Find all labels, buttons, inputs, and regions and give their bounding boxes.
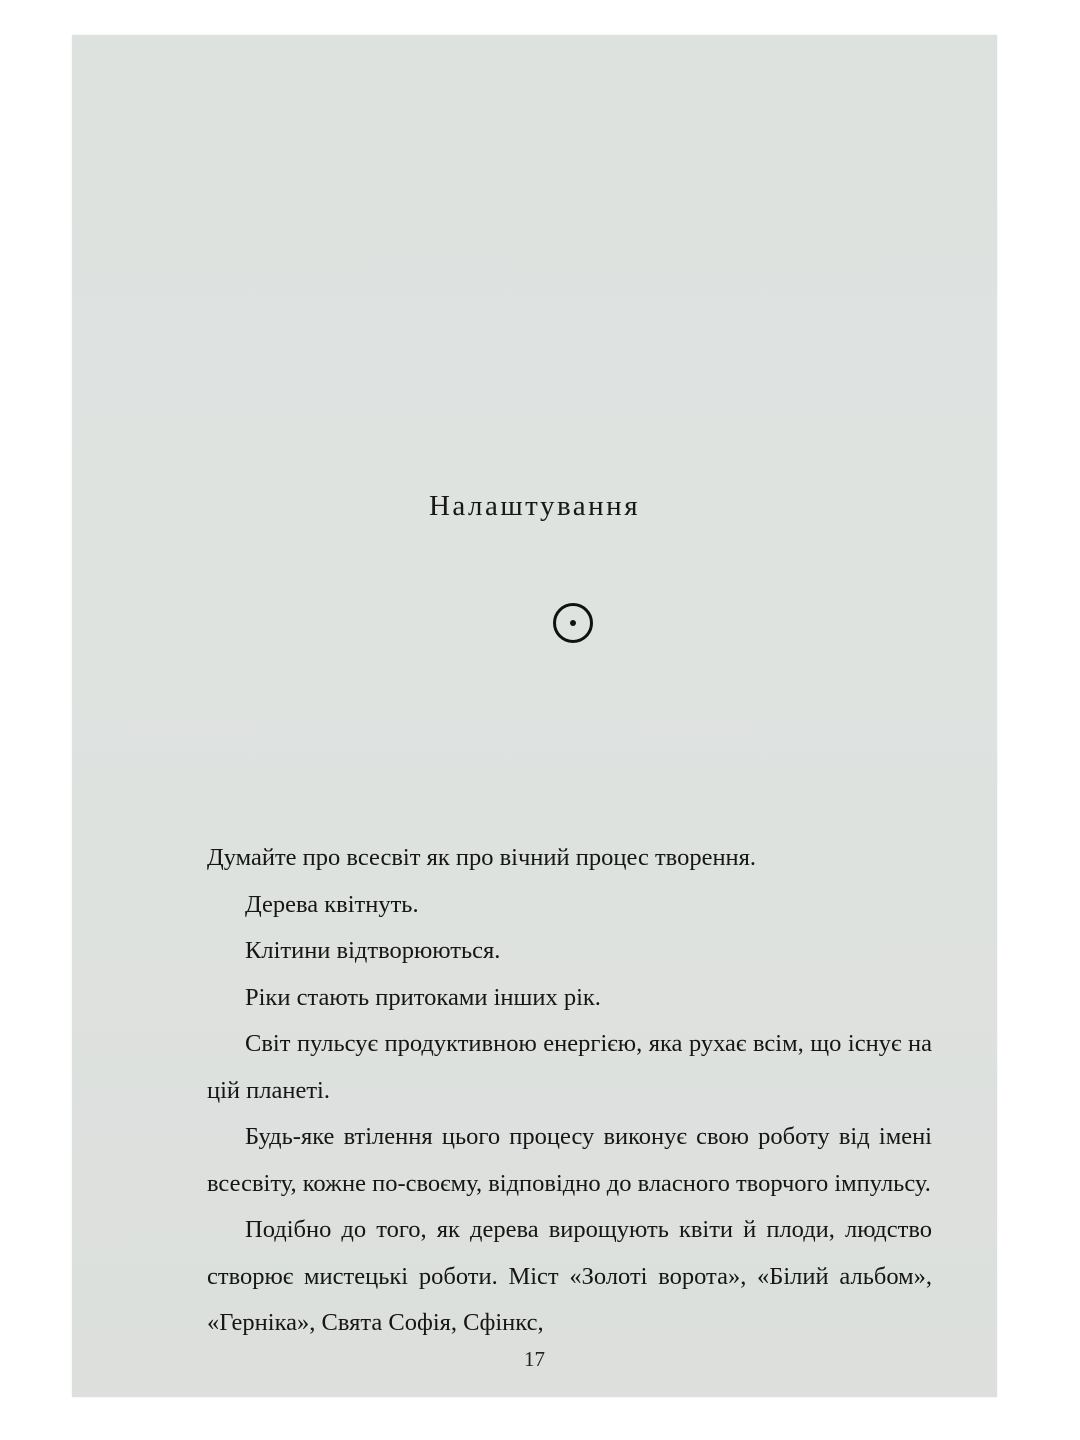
paragraph: Подібно до того, як дерева вирощують квіти й плоди, людство створює мистецькі роботи. Міст «Золоті ворота», «Білий альбом», «Герніка», Свята Софія, Сфінкс, — [207, 1216, 932, 1336]
paragraph: Світ пульсує продуктивною енергією, яка рухає всім, що існує на цій планеті. — [207, 1030, 932, 1104]
paragraph: Думайте про всесвіт як про вічний процес творення. — [207, 844, 757, 871]
body-text — [207, 835, 932, 1347]
book-page — [72, 35, 997, 1397]
page-number: 17 — [524, 1347, 545, 1371]
chapter-title: Налаштування — [428, 490, 641, 522]
paragraph: Будь-яке втілення цього процесу виконує свою роботу від імені всесвіту, кожне по-своєму, відповідно до власного творчого імпульсу. — [207, 1123, 932, 1197]
paragraph: Клітини відтворюються. — [245, 937, 501, 964]
paragraph: Дерева квітнуть. — [245, 890, 419, 918]
circle-dot-icon — [553, 603, 593, 643]
ornament-dot — [570, 620, 576, 626]
paragraph: Ріки стають притоками інших рік. — [245, 983, 601, 1011]
